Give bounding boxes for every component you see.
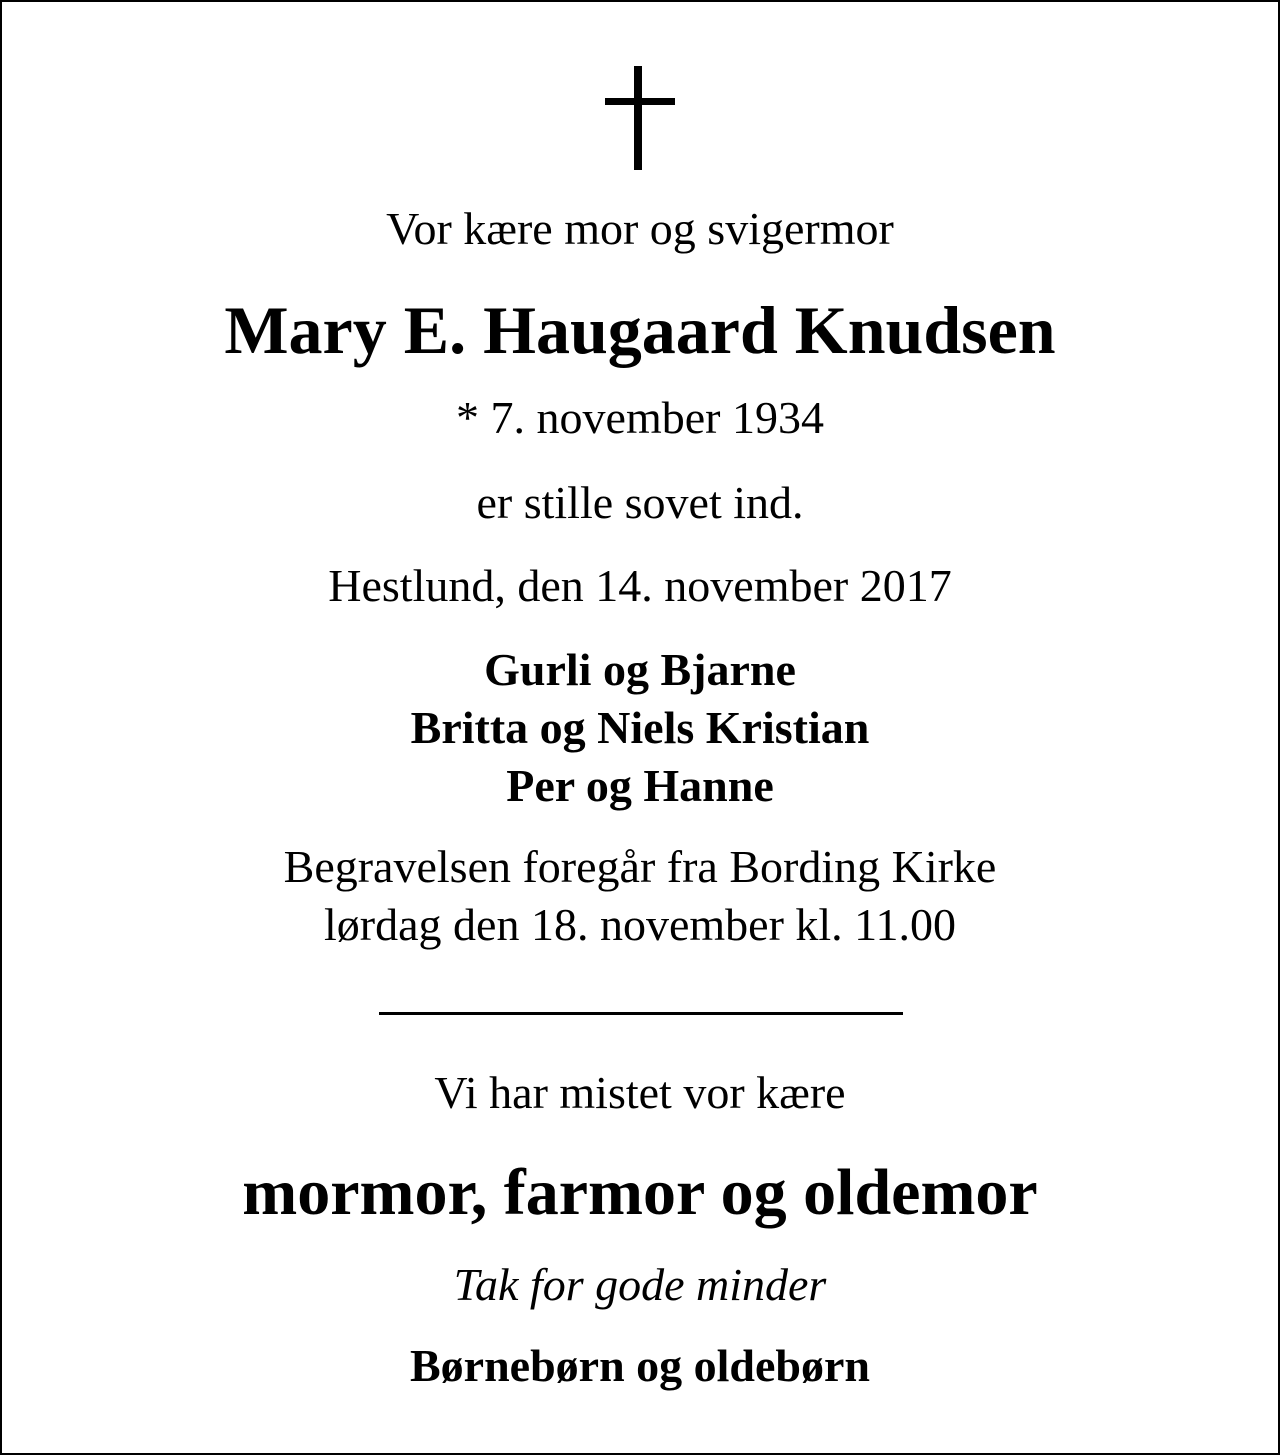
funeral-line: Begravelsen foregår fra Bording Kirke (283, 841, 997, 892)
thanks-text: Tak for gode minder (453, 1259, 827, 1310)
birth-date: * 7. november 1934 (456, 392, 824, 443)
funeral-line: lørdag den 18. november kl. 11.00 (324, 899, 956, 950)
intro-text: Vor kære mor og svigermor (386, 203, 894, 254)
cross-icon (2, 2, 1278, 182)
family-line: Per og Hanne (506, 760, 774, 811)
family-line: Britta og Niels Kristian (410, 702, 870, 753)
second-intro-text: Vi har mistet vor kære (434, 1067, 846, 1118)
passed-text: er stille sovet ind. (476, 477, 804, 528)
place-date: Hestlund, den 14. november 2017 (328, 560, 952, 611)
signature: Børnebørn og oldebørn (409, 1340, 871, 1391)
deceased-name: Mary E. Haugaard Knudsen (224, 292, 1056, 368)
divider (379, 1012, 903, 1015)
family-line: Gurli og Bjarne (484, 644, 796, 695)
relation-title: mormor, farmor og oldemor (242, 1156, 1038, 1229)
